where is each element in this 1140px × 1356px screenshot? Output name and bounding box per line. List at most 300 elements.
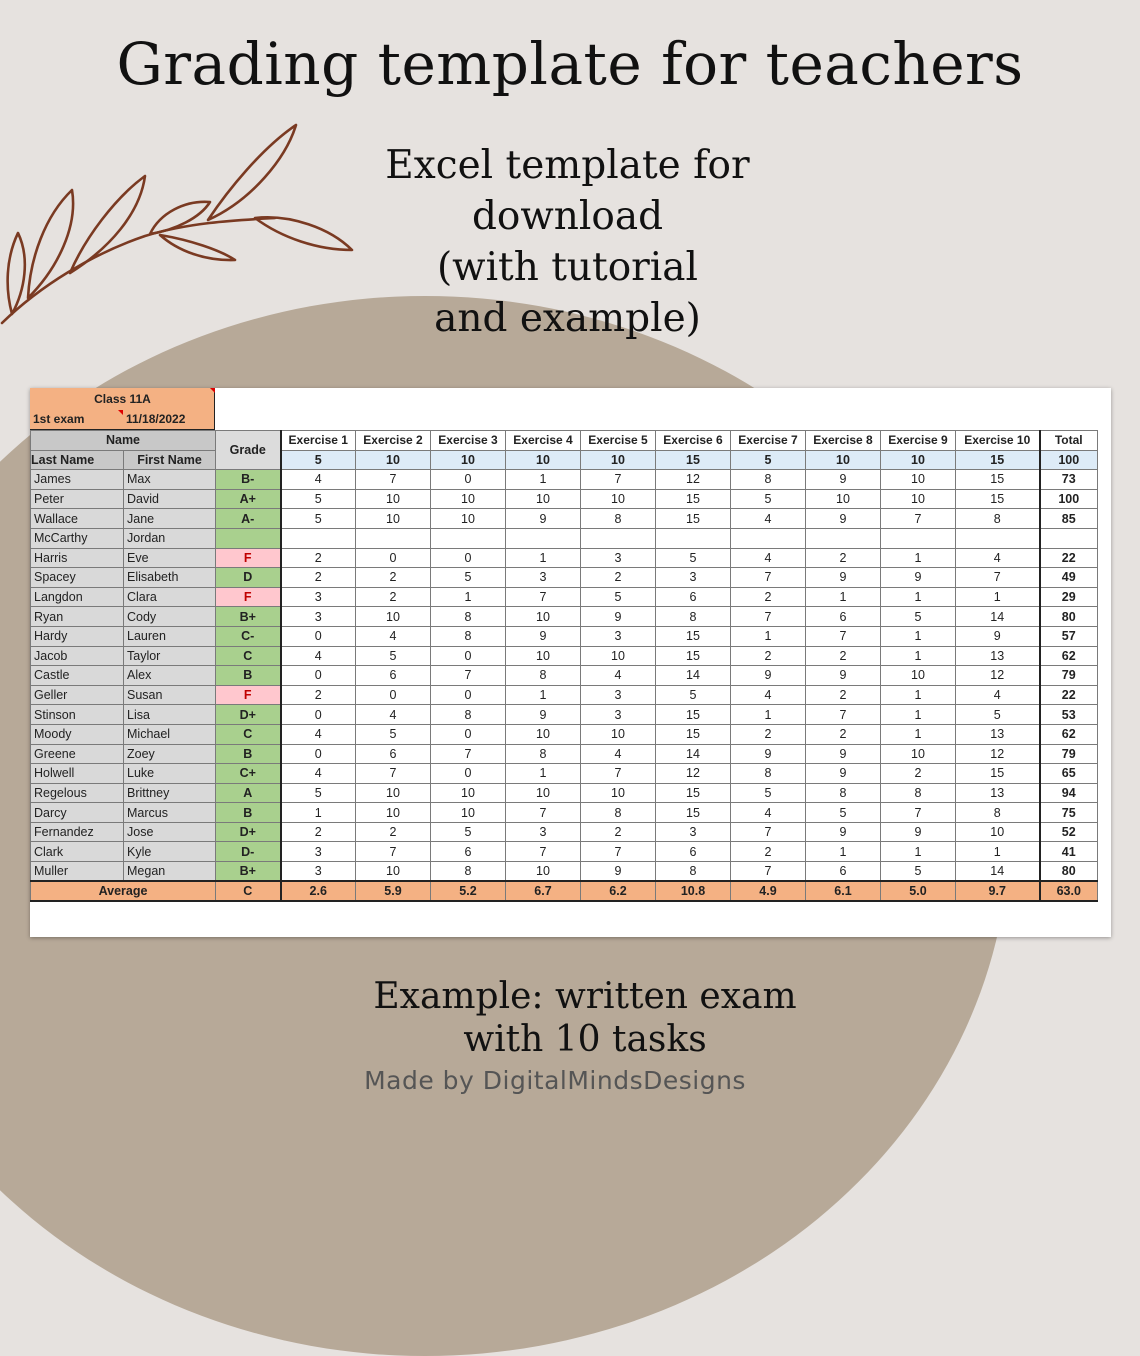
last-name-cell[interactable]: Greene: [31, 744, 124, 764]
score-cell[interactable]: 4: [356, 705, 431, 725]
score-cell[interactable]: 7: [806, 705, 881, 725]
score-cell[interactable]: 9: [956, 626, 1040, 646]
last-name-cell[interactable]: Hardy: [31, 626, 124, 646]
exercise-header[interactable]: Exercise 4: [506, 431, 581, 451]
score-cell[interactable]: 2: [881, 764, 956, 784]
score-cell[interactable]: 7: [431, 666, 506, 686]
first-name-cell[interactable]: Lauren: [124, 626, 216, 646]
score-cell[interactable]: 12: [656, 470, 731, 490]
score-cell[interactable]: 10: [581, 489, 656, 509]
first-name-cell[interactable]: Clara: [124, 587, 216, 607]
total-cell[interactable]: 53: [1040, 705, 1098, 725]
score-cell[interactable]: [356, 528, 431, 548]
score-cell[interactable]: 5: [656, 548, 731, 568]
score-cell[interactable]: 1: [806, 587, 881, 607]
first-name-cell[interactable]: Cody: [124, 607, 216, 627]
score-cell[interactable]: 4: [731, 803, 806, 823]
score-cell[interactable]: 15: [656, 489, 731, 509]
total-cell[interactable]: 75: [1040, 803, 1098, 823]
average-label[interactable]: Average: [31, 881, 216, 901]
score-cell[interactable]: 4: [956, 548, 1040, 568]
score-cell[interactable]: 6: [656, 842, 731, 862]
average-value[interactable]: 6.1: [806, 881, 881, 901]
score-cell[interactable]: 9: [581, 862, 656, 882]
score-cell[interactable]: 7: [581, 470, 656, 490]
total-cell[interactable]: 80: [1040, 862, 1098, 882]
score-cell[interactable]: 7: [731, 568, 806, 588]
score-cell[interactable]: 10: [356, 783, 431, 803]
score-cell[interactable]: 7: [506, 803, 581, 823]
last-name-cell[interactable]: Ryan: [31, 607, 124, 627]
first-name-cell[interactable]: Jordan: [124, 528, 216, 548]
grade-cell[interactable]: A+: [216, 489, 281, 509]
max-points-cell[interactable]: 10: [356, 450, 431, 470]
last-name-cell[interactable]: McCarthy: [31, 528, 124, 548]
score-cell[interactable]: 8: [806, 783, 881, 803]
score-cell[interactable]: 3: [581, 626, 656, 646]
grade-cell[interactable]: [216, 528, 281, 548]
exercise-header[interactable]: Exercise 3: [431, 431, 506, 451]
score-cell[interactable]: 10: [506, 783, 581, 803]
score-cell[interactable]: 15: [956, 470, 1040, 490]
score-cell[interactable]: 9: [806, 744, 881, 764]
average-value[interactable]: 5.9: [356, 881, 431, 901]
score-cell[interactable]: 6: [806, 607, 881, 627]
score-cell[interactable]: 5: [431, 822, 506, 842]
score-cell[interactable]: 4: [281, 646, 356, 666]
last-name-cell[interactable]: Muller: [31, 862, 124, 882]
total-cell[interactable]: 80: [1040, 607, 1098, 627]
score-cell[interactable]: 3: [581, 548, 656, 568]
average-value[interactable]: 6.7: [506, 881, 581, 901]
score-cell[interactable]: 1: [881, 548, 956, 568]
first-name-cell[interactable]: Max: [124, 470, 216, 490]
score-cell[interactable]: 1: [506, 548, 581, 568]
score-cell[interactable]: 2: [356, 587, 431, 607]
score-cell[interactable]: 8: [956, 509, 1040, 529]
total-cell[interactable]: 22: [1040, 685, 1098, 705]
last-name-cell[interactable]: Regelous: [31, 783, 124, 803]
score-cell[interactable]: 10: [431, 509, 506, 529]
score-cell[interactable]: 10: [881, 470, 956, 490]
max-points-cell[interactable]: 5: [281, 450, 356, 470]
exercise-header[interactable]: Exercise 7: [731, 431, 806, 451]
first-name-cell[interactable]: David: [124, 489, 216, 509]
average-value[interactable]: 2.6: [281, 881, 356, 901]
last-name-cell[interactable]: Langdon: [31, 587, 124, 607]
score-cell[interactable]: 1: [731, 626, 806, 646]
first-name-cell[interactable]: Eve: [124, 548, 216, 568]
score-cell[interactable]: 2: [281, 685, 356, 705]
class-label[interactable]: Class 11A: [94, 392, 151, 406]
score-cell[interactable]: 2: [806, 646, 881, 666]
max-points-cell[interactable]: 15: [656, 450, 731, 470]
score-cell[interactable]: 14: [956, 862, 1040, 882]
score-cell[interactable]: 7: [806, 626, 881, 646]
score-cell[interactable]: 0: [281, 626, 356, 646]
score-cell[interactable]: 10: [356, 607, 431, 627]
score-cell[interactable]: 7: [731, 822, 806, 842]
score-cell[interactable]: 10: [506, 724, 581, 744]
max-points-cell[interactable]: 10: [881, 450, 956, 470]
score-cell[interactable]: 5: [431, 568, 506, 588]
average-value[interactable]: 4.9: [731, 881, 806, 901]
max-points-cell[interactable]: 10: [431, 450, 506, 470]
score-cell[interactable]: 5: [356, 724, 431, 744]
score-cell[interactable]: 9: [506, 509, 581, 529]
last-name-cell[interactable]: Darcy: [31, 803, 124, 823]
score-cell[interactable]: 0: [281, 666, 356, 686]
total-cell[interactable]: 85: [1040, 509, 1098, 529]
score-cell[interactable]: 2: [281, 548, 356, 568]
score-cell[interactable]: 2: [581, 822, 656, 842]
score-cell[interactable]: 8: [581, 509, 656, 529]
score-cell[interactable]: 1: [731, 705, 806, 725]
score-cell[interactable]: 6: [431, 842, 506, 862]
average-value[interactable]: 10.8: [656, 881, 731, 901]
score-cell[interactable]: 3: [581, 685, 656, 705]
score-cell[interactable]: 10: [356, 509, 431, 529]
score-cell[interactable]: 2: [356, 822, 431, 842]
score-cell[interactable]: 1: [881, 842, 956, 862]
score-cell[interactable]: [731, 528, 806, 548]
first-name-cell[interactable]: Luke: [124, 764, 216, 784]
total-header[interactable]: Total: [1040, 431, 1098, 451]
score-cell[interactable]: 15: [956, 489, 1040, 509]
score-cell[interactable]: 8: [656, 862, 731, 882]
score-cell[interactable]: 5: [281, 783, 356, 803]
score-cell[interactable]: 1: [881, 724, 956, 744]
score-cell[interactable]: 7: [731, 862, 806, 882]
total-cell[interactable]: 52: [1040, 822, 1098, 842]
score-cell[interactable]: 2: [731, 724, 806, 744]
score-cell[interactable]: 4: [281, 764, 356, 784]
score-cell[interactable]: 2: [806, 548, 881, 568]
max-points-cell[interactable]: 5: [731, 450, 806, 470]
score-cell[interactable]: 10: [881, 666, 956, 686]
total-cell[interactable]: 49: [1040, 568, 1098, 588]
score-cell[interactable]: 6: [356, 666, 431, 686]
score-cell[interactable]: 7: [881, 803, 956, 823]
score-cell[interactable]: 3: [506, 568, 581, 588]
max-points-cell[interactable]: 10: [506, 450, 581, 470]
score-cell[interactable]: 1: [806, 842, 881, 862]
first-name-cell[interactable]: Elisabeth: [124, 568, 216, 588]
score-cell[interactable]: 3: [281, 842, 356, 862]
score-cell[interactable]: 10: [956, 822, 1040, 842]
score-cell[interactable]: 3: [281, 607, 356, 627]
score-cell[interactable]: 13: [956, 783, 1040, 803]
score-cell[interactable]: 15: [656, 803, 731, 823]
score-cell[interactable]: 2: [731, 646, 806, 666]
average-value[interactable]: 6.2: [581, 881, 656, 901]
score-cell[interactable]: 10: [356, 862, 431, 882]
score-cell[interactable]: 10: [581, 724, 656, 744]
score-cell[interactable]: 9: [806, 822, 881, 842]
score-cell[interactable]: 8: [431, 626, 506, 646]
score-cell[interactable]: 3: [656, 822, 731, 842]
score-cell[interactable]: 7: [506, 587, 581, 607]
score-cell[interactable]: 2: [806, 724, 881, 744]
total-cell[interactable]: 62: [1040, 724, 1098, 744]
score-cell[interactable]: [506, 528, 581, 548]
first-name-cell[interactable]: Jose: [124, 822, 216, 842]
exam-date[interactable]: 11/18/2022: [126, 412, 186, 426]
score-cell[interactable]: 6: [356, 744, 431, 764]
grade-cell[interactable]: C-: [216, 626, 281, 646]
total-cell[interactable]: 57: [1040, 626, 1098, 646]
score-cell[interactable]: 9: [506, 705, 581, 725]
score-cell[interactable]: 10: [356, 803, 431, 823]
score-cell[interactable]: 9: [881, 568, 956, 588]
score-cell[interactable]: 5: [731, 783, 806, 803]
score-cell[interactable]: 2: [281, 822, 356, 842]
total-cell[interactable]: 29: [1040, 587, 1098, 607]
score-cell[interactable]: 1: [881, 646, 956, 666]
score-cell[interactable]: 1: [506, 764, 581, 784]
score-cell[interactable]: 5: [956, 705, 1040, 725]
score-cell[interactable]: 10: [506, 489, 581, 509]
last-name-cell[interactable]: Moody: [31, 724, 124, 744]
average-value[interactable]: 5.0: [881, 881, 956, 901]
first-name-header[interactable]: First Name: [124, 450, 216, 470]
exercise-header[interactable]: Exercise 5: [581, 431, 656, 451]
score-cell[interactable]: 9: [731, 666, 806, 686]
score-cell[interactable]: 10: [506, 862, 581, 882]
score-cell[interactable]: 15: [656, 646, 731, 666]
first-name-cell[interactable]: Brittney: [124, 783, 216, 803]
score-cell[interactable]: 10: [431, 489, 506, 509]
score-cell[interactable]: 13: [956, 646, 1040, 666]
total-cell[interactable]: 62: [1040, 646, 1098, 666]
score-cell[interactable]: 1: [881, 587, 956, 607]
score-cell[interactable]: 10: [506, 607, 581, 627]
score-cell[interactable]: 9: [806, 764, 881, 784]
grade-cell[interactable]: F: [216, 587, 281, 607]
total-cell[interactable]: 73: [1040, 470, 1098, 490]
average-value[interactable]: 5.2: [431, 881, 506, 901]
grade-cell[interactable]: C+: [216, 764, 281, 784]
score-cell[interactable]: [881, 528, 956, 548]
score-cell[interactable]: 10: [431, 783, 506, 803]
score-cell[interactable]: 15: [656, 626, 731, 646]
exercise-header[interactable]: Exercise 2: [356, 431, 431, 451]
score-cell[interactable]: 9: [731, 744, 806, 764]
score-cell[interactable]: [656, 528, 731, 548]
score-cell[interactable]: 4: [581, 666, 656, 686]
grade-cell[interactable]: B+: [216, 862, 281, 882]
first-name-cell[interactable]: Susan: [124, 685, 216, 705]
grade-cell[interactable]: A-: [216, 509, 281, 529]
score-cell[interactable]: 1: [281, 803, 356, 823]
score-cell[interactable]: [806, 528, 881, 548]
score-cell[interactable]: 7: [881, 509, 956, 529]
average-value[interactable]: 9.7: [956, 881, 1040, 901]
score-cell[interactable]: 4: [731, 509, 806, 529]
grade-cell[interactable]: B+: [216, 607, 281, 627]
last-name-cell[interactable]: Stinson: [31, 705, 124, 725]
total-cell[interactable]: 41: [1040, 842, 1098, 862]
score-cell[interactable]: 15: [656, 705, 731, 725]
last-name-header[interactable]: Last Name: [31, 450, 124, 470]
max-points-cell[interactable]: 10: [806, 450, 881, 470]
average-grade[interactable]: C: [216, 881, 281, 901]
score-cell[interactable]: 5: [581, 587, 656, 607]
score-cell[interactable]: 7: [506, 842, 581, 862]
score-cell[interactable]: 1: [881, 685, 956, 705]
score-cell[interactable]: 4: [281, 470, 356, 490]
score-cell[interactable]: 4: [731, 548, 806, 568]
score-cell[interactable]: 13: [956, 724, 1040, 744]
score-cell[interactable]: 12: [956, 666, 1040, 686]
score-cell[interactable]: 9: [581, 607, 656, 627]
grade-cell[interactable]: C: [216, 724, 281, 744]
total-cell[interactable]: 79: [1040, 744, 1098, 764]
score-cell[interactable]: 5: [731, 489, 806, 509]
grade-cell[interactable]: D-: [216, 842, 281, 862]
score-cell[interactable]: 8: [431, 862, 506, 882]
score-cell[interactable]: 8: [431, 607, 506, 627]
score-cell[interactable]: 2: [731, 842, 806, 862]
score-cell[interactable]: 10: [806, 489, 881, 509]
total-cell[interactable]: 22: [1040, 548, 1098, 568]
score-cell[interactable]: 5: [656, 685, 731, 705]
score-cell[interactable]: 8: [581, 803, 656, 823]
score-cell[interactable]: 7: [356, 842, 431, 862]
name-header[interactable]: Name: [31, 431, 216, 451]
last-name-cell[interactable]: Geller: [31, 685, 124, 705]
grade-cell[interactable]: B: [216, 803, 281, 823]
score-cell[interactable]: 1: [881, 705, 956, 725]
score-cell[interactable]: 3: [281, 587, 356, 607]
first-name-cell[interactable]: Zoey: [124, 744, 216, 764]
score-cell[interactable]: 2: [281, 568, 356, 588]
score-cell[interactable]: 10: [881, 489, 956, 509]
score-cell[interactable]: 15: [656, 509, 731, 529]
exercise-header[interactable]: Exercise 1: [281, 431, 356, 451]
score-cell[interactable]: [581, 528, 656, 548]
grade-cell[interactable]: D: [216, 568, 281, 588]
last-name-cell[interactable]: Jacob: [31, 646, 124, 666]
last-name-cell[interactable]: Castle: [31, 666, 124, 686]
max-points-cell[interactable]: 10: [581, 450, 656, 470]
score-cell[interactable]: 7: [581, 842, 656, 862]
score-cell[interactable]: 12: [956, 744, 1040, 764]
total-points-cell[interactable]: 100: [1040, 450, 1098, 470]
score-cell[interactable]: 8: [506, 744, 581, 764]
score-cell[interactable]: 0: [431, 470, 506, 490]
score-cell[interactable]: 1: [506, 685, 581, 705]
score-cell[interactable]: 9: [881, 822, 956, 842]
last-name-cell[interactable]: Peter: [31, 489, 124, 509]
score-cell[interactable]: 9: [806, 666, 881, 686]
score-cell[interactable]: 10: [881, 744, 956, 764]
score-cell[interactable]: 0: [431, 764, 506, 784]
score-cell[interactable]: 1: [881, 626, 956, 646]
score-cell[interactable]: 8: [731, 764, 806, 784]
score-cell[interactable]: 4: [956, 685, 1040, 705]
grade-cell[interactable]: B: [216, 744, 281, 764]
score-cell[interactable]: [431, 528, 506, 548]
score-cell[interactable]: 10: [356, 489, 431, 509]
grade-cell[interactable]: B-: [216, 470, 281, 490]
first-name-cell[interactable]: Jane: [124, 509, 216, 529]
first-name-cell[interactable]: Kyle: [124, 842, 216, 862]
score-cell[interactable]: 3: [656, 568, 731, 588]
score-cell[interactable]: 2: [581, 568, 656, 588]
score-cell[interactable]: 5: [806, 803, 881, 823]
score-cell[interactable]: 5: [881, 862, 956, 882]
score-cell[interactable]: 10: [581, 783, 656, 803]
score-cell[interactable]: 8: [881, 783, 956, 803]
score-cell[interactable]: 15: [656, 724, 731, 744]
first-name-cell[interactable]: Marcus: [124, 803, 216, 823]
score-cell[interactable]: 0: [356, 548, 431, 568]
score-cell[interactable]: 10: [581, 646, 656, 666]
grade-cell[interactable]: F: [216, 685, 281, 705]
score-cell[interactable]: 9: [806, 509, 881, 529]
exercise-header[interactable]: Exercise 10: [956, 431, 1040, 451]
score-cell[interactable]: 0: [431, 646, 506, 666]
first-name-cell[interactable]: Taylor: [124, 646, 216, 666]
max-points-cell[interactable]: 15: [956, 450, 1040, 470]
last-name-cell[interactable]: Clark: [31, 842, 124, 862]
score-cell[interactable]: 12: [656, 764, 731, 784]
score-cell[interactable]: 5: [356, 646, 431, 666]
grade-cell[interactable]: A: [216, 783, 281, 803]
score-cell[interactable]: 7: [731, 607, 806, 627]
total-cell[interactable]: 79: [1040, 666, 1098, 686]
first-name-cell[interactable]: Michael: [124, 724, 216, 744]
score-cell[interactable]: 6: [656, 587, 731, 607]
last-name-cell[interactable]: James: [31, 470, 124, 490]
score-cell[interactable]: 10: [431, 803, 506, 823]
score-cell[interactable]: 8: [956, 803, 1040, 823]
score-cell[interactable]: 3: [506, 822, 581, 842]
score-cell[interactable]: 2: [731, 587, 806, 607]
score-cell[interactable]: 3: [581, 705, 656, 725]
score-cell[interactable]: 2: [806, 685, 881, 705]
score-cell[interactable]: 7: [356, 470, 431, 490]
score-cell[interactable]: 4: [731, 685, 806, 705]
score-cell[interactable]: 3: [281, 862, 356, 882]
exercise-header[interactable]: Exercise 8: [806, 431, 881, 451]
first-name-cell[interactable]: Lisa: [124, 705, 216, 725]
score-cell[interactable]: 0: [431, 724, 506, 744]
last-name-cell[interactable]: Wallace: [31, 509, 124, 529]
grade-cell[interactable]: F: [216, 548, 281, 568]
score-cell[interactable]: 5: [881, 607, 956, 627]
exam-label[interactable]: 1st exam: [33, 412, 85, 426]
score-cell[interactable]: 7: [356, 764, 431, 784]
first-name-cell[interactable]: Megan: [124, 862, 216, 882]
score-cell[interactable]: 7: [581, 764, 656, 784]
last-name-cell[interactable]: Harris: [31, 548, 124, 568]
score-cell[interactable]: 8: [656, 607, 731, 627]
first-name-cell[interactable]: Alex: [124, 666, 216, 686]
score-cell[interactable]: 4: [281, 724, 356, 744]
total-cell[interactable]: [1040, 528, 1098, 548]
grade-cell[interactable]: D+: [216, 705, 281, 725]
score-cell[interactable]: 0: [356, 685, 431, 705]
score-cell[interactable]: 9: [806, 470, 881, 490]
score-cell[interactable]: 4: [581, 744, 656, 764]
score-cell[interactable]: 14: [956, 607, 1040, 627]
score-cell[interactable]: 0: [431, 685, 506, 705]
score-cell[interactable]: 4: [356, 626, 431, 646]
score-cell[interactable]: 10: [506, 646, 581, 666]
grade-cell[interactable]: B: [216, 666, 281, 686]
